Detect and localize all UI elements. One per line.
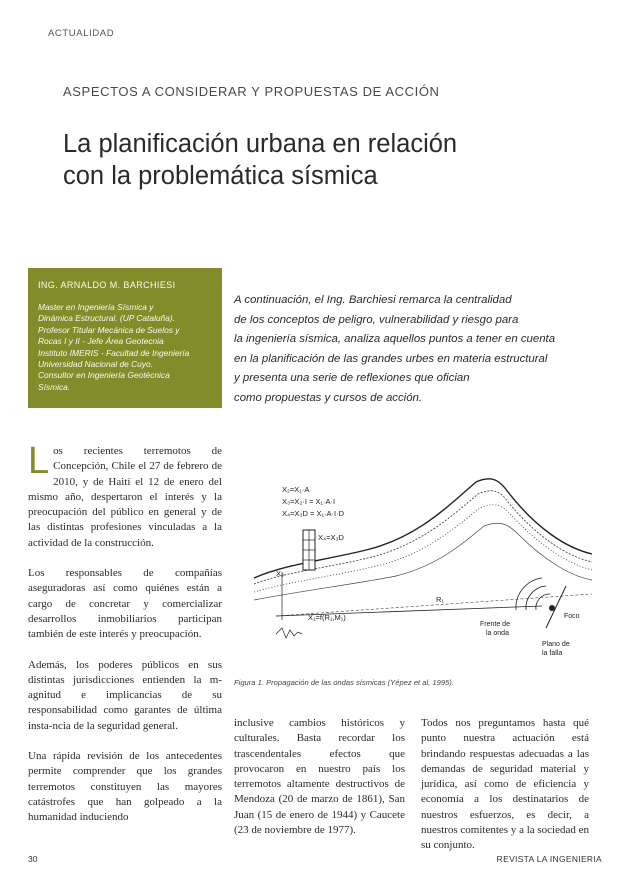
body-paragraph: Todos nos preguntamos hasta qué punto nuestra actuación está brindando respuestas adecuadas a las demandas de seguridad material y jurídica, así como de eficiencia y economía a los destinatarios de nuestros esfuerzos, es decir, a nuestros comitentes y a la sociedad en su conjunto.: [421, 717, 590, 852]
front-label-2: la onda: [486, 630, 509, 637]
body-paragraph: Además, los poderes públicos en sus distintas jurisdicciones entienden la m-agnitud e implicancias de su responsabilidad como garantes de última insta-ncia de la seguridad general.: [28, 658, 222, 732]
body-paragraph: inclusive cambios históricos y culturales. Basta recordar los trascendentales efectos que provocaron en nuestro país los terremotos altamente destructivos de Mendoza (20 de marzo de 1861), San Juan (15 de enero de 1944) y Caucete (23 de noviembre de 1977).: [234, 717, 405, 837]
author-bio-line: Profesor Titular Mecánica de Suelos y: [38, 324, 180, 335]
wave-front-arc: [536, 594, 550, 610]
fault-label-2: la falla: [542, 650, 563, 657]
author-name: ING. ARNALDO M. BARCHIESI: [38, 280, 176, 290]
author-bio-line: Rocas I y II - Jefe Área Geotecnia: [38, 336, 164, 347]
front-label-1: Frente de: [480, 621, 510, 628]
lead-line: la ingeniería sísmica, analiza aquellos puntos a tener en cuenta: [234, 333, 556, 345]
author-box: [28, 268, 222, 408]
page-number: 30: [28, 854, 38, 864]
x4-label: X₄=X₃D: [318, 533, 344, 542]
author-bio-line: Consultor en Ingeniería Geotécnica: [38, 370, 170, 381]
fault-plane: [546, 586, 566, 628]
focus-label: Foco: [564, 613, 580, 620]
lead-line: en la planificación de las grandes urbes en materia estructural: [234, 352, 548, 365]
author-bio-line: Dinámica Estructural. (UP Cataluña).: [38, 313, 175, 324]
author-bio-line: Master en Ingeniería Sísmica y: [38, 302, 154, 312]
x3-label: X₃: [276, 569, 285, 578]
title-line-2: con la problemática sísmica: [63, 162, 378, 190]
body-column-3: [421, 716, 589, 869]
section-label: ACTUALIDAD: [48, 28, 115, 39]
drop-cap: L: [28, 440, 50, 482]
wave-front-arc: [516, 578, 542, 610]
x1-label: X₁=f(R₁,M₁): [308, 613, 346, 622]
r1-label: R₁: [436, 595, 444, 604]
fault-label-1: Plano de: [542, 641, 570, 648]
article-title: [63, 128, 583, 192]
lead-line: como propuestas y cursos de acción.: [234, 391, 423, 404]
magazine-name: REVISTA LA INGENIERIA: [496, 854, 602, 864]
lead-line: y presenta una serie de reflexiones que ofician: [234, 372, 470, 384]
lead-paragraph: [234, 291, 604, 408]
author-bio-line: Sísmica.: [38, 381, 71, 392]
equation-1: X₂=X₁·A: [282, 485, 310, 494]
author-bio-line: Instituto IMERIS - Facultad de Ingeniería: [38, 347, 190, 358]
body-column-2: [234, 716, 405, 853]
article-kicker: ASPECTOS A CONSIDERAR Y PROPUESTAS DE ACCIÓN: [63, 84, 440, 99]
body-paragraph: Los responsables de compañías aseguradoras así como quiénes están a cargo de concretar y comercializar desarrollos inmobiliarios participan también de este interés y preocupación.: [28, 567, 222, 641]
paragraph-text: os recientes terremotos de Concepción, Chile el 27 de febrero de 2010, y de Haití el 12 de enero del mismo año, despertaron el interés y la preocupación del público en general y de las distintas profesiones vinculadas a la actividad de la construcción.: [28, 445, 222, 549]
body-paragraph: Una rápida revisión de los antecedentes permite comprender que los grandes terremotos constituyen las mayores catástrofes que han golpeado a la humanidad induciendo: [28, 750, 222, 824]
equation-2: X₃=X₂·I = X₁·A·I: [282, 497, 336, 506]
figure-caption: Figura 1. Propagación de las ondas sísmicas (Yépez et al, 1995).: [234, 678, 454, 687]
title-line-1: La planificación urbana en relación: [63, 130, 458, 158]
author-bio-line: Universidad Nacional de Cuyo.: [38, 359, 153, 370]
lead-line: A continuación, el Ing. Barchiesi remarca la centralidad: [234, 294, 512, 306]
body-column-1: [28, 440, 222, 841]
body-paragraph: [28, 440, 222, 551]
lead-line: de los conceptos de peligro, vulnerabilidad y riesgo para: [234, 313, 519, 326]
author-bio: [38, 302, 212, 393]
seismogram-trace: [276, 628, 302, 638]
equation-3: X₄=X₃D = X₁·A·I·D: [282, 509, 344, 518]
seismic-wave-diagram: [246, 468, 598, 676]
